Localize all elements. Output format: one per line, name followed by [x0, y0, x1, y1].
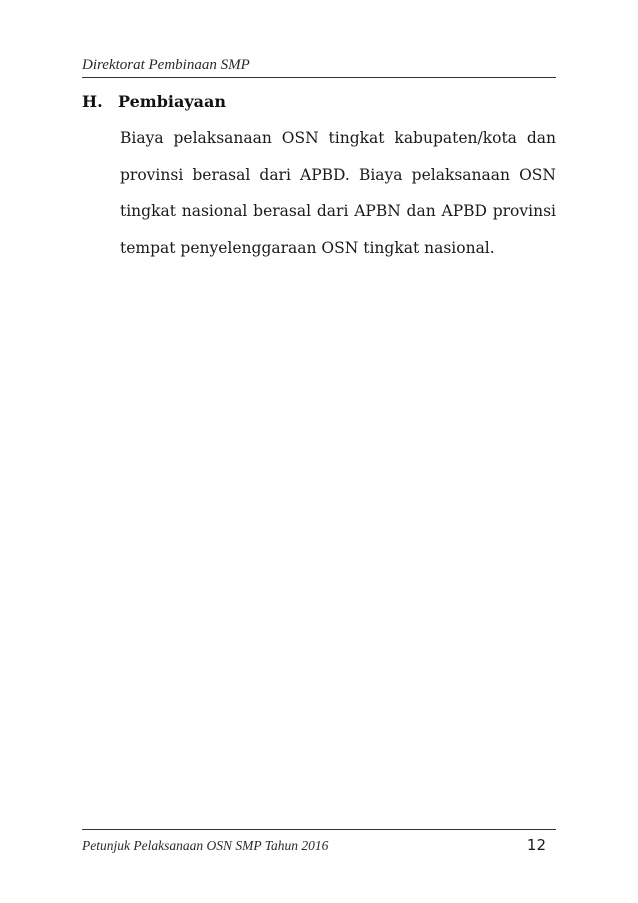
- page-footer: [82, 829, 556, 858]
- page-number: 12: [526, 836, 546, 854]
- section-title: Pembiayaan: [118, 92, 227, 111]
- section-paragraph: Biaya pelaksanaan OSN tingkat kabupaten/kota dan provinsi berasal dari APBD. Biaya pelaksanaan OSN tingkat nasional berasal dari APBN dan APBD provinsi tempat penyelenggaraan OSN tingkat nasional.: [120, 129, 556, 257]
- section-number: H.: [82, 92, 103, 111]
- header-title: Direktorat Pembinaan SMP: [82, 57, 250, 73]
- footer-title: Petunjuk Pelaksanaan OSN SMP Tahun 2016: [82, 838, 329, 853]
- page-header: [82, 57, 556, 78]
- section-heading: [82, 92, 226, 111]
